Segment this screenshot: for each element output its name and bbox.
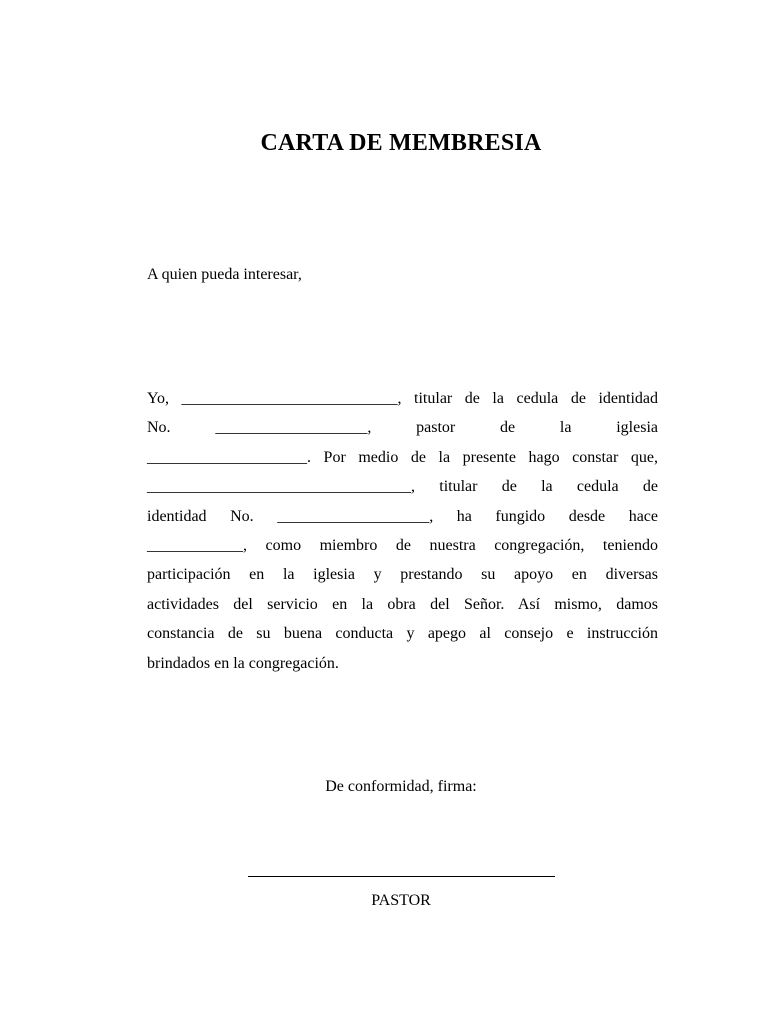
body-line: No. ___________________, pastor de la iglesia bbox=[147, 419, 658, 437]
salutation: A quien pueda interesar, bbox=[147, 266, 302, 283]
body-line: identidad No. ___________________, ha fungido desde hace bbox=[147, 507, 658, 525]
signature-line bbox=[248, 862, 555, 877]
body-line: Yo, ___________________________, titular de la cedula de identidad bbox=[147, 390, 658, 407]
body-line: _________________________________, titular de la cedula de bbox=[147, 478, 658, 496]
body-line: constancia de su buena conducta y apego al consejo e instrucción bbox=[147, 625, 658, 643]
body-line: brindados en la congregación. bbox=[147, 654, 339, 672]
document-title: CARTA DE MEMBRESIA bbox=[260, 130, 542, 156]
closing-text: De conformidad, firma: bbox=[325, 778, 477, 795]
body-line: ____________, como miembro de nuestra congregación, teniendo bbox=[147, 537, 658, 555]
body-line: actividades del servicio en la obra del Señor. Así mismo, damos bbox=[147, 595, 658, 613]
body-line: participación en la iglesia y prestando su apoyo en diversas bbox=[147, 566, 658, 584]
signature-label: PASTOR bbox=[371, 892, 431, 909]
body-line: ____________________. Por medio de la presente hago constar que, bbox=[147, 448, 658, 466]
letter-body bbox=[147, 384, 658, 678]
